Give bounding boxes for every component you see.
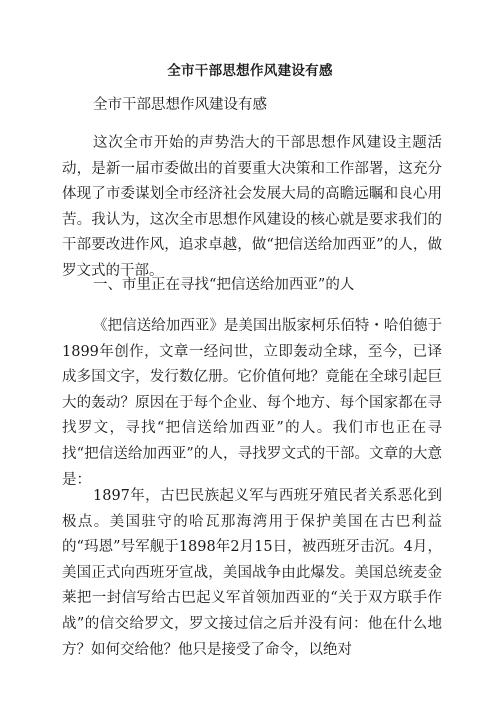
paragraph-story: 1897年，古巴民族起义军与西班牙殖民者关系恶化到极点。美国驻守的哈瓦那海湾用于保护美国在古巴利益的“玛恩”号军舰于1898年2月15日，被西班牙击沉。4月，美国正式向西班牙宣战，美国战争由此爆发。美国总统麦金莱把一封信写给古巴起义军首领加西亚的“关于双方联手作战”的信交给罗文，罗文接过信之后并没有问：他在什么地方？如何交给他？他只是接受了命令，以绝对	[62, 488, 442, 658]
document-subtitle: 全市干部思想作风建设有感	[93, 97, 267, 113]
document-title: 全市干部思想作风建设有感	[167, 63, 333, 79]
paragraph-intro: 这次全市开始的声势浩大的干部思想作风建设主题活动，是新一届市委做出的首要重大决策和工作部署，这充分体现了市委谋划全市经济社会发展大局的高瞻远瞩和良心用苦。我认为，这次全市思想作风建设的核心就是要求我们的干部要改进作风，追求卓越，做“把信送给加西亚”的人，做罗文式的干部。	[62, 135, 442, 279]
section-heading: 一、市里正在寻找“把信送给加西亚”的人	[93, 277, 355, 293]
paragraph-book-intro: 《把信送给加西亚》是美国出版家柯乐佰特・哈伯德于1899年创作，文章一经问世，立即轰动全球，至今，已译成多国文字，发行数亿册。它价值何地？竟能在全球引起巨大的轰动？原因在于每个企业、每个地方、每个国家都在寻找罗文，寻找“把信送给加西亚”的人。我们市也正在寻找“把信送给加西亚”的人，寻找罗文式的干部。文章的大意是：	[62, 318, 442, 488]
